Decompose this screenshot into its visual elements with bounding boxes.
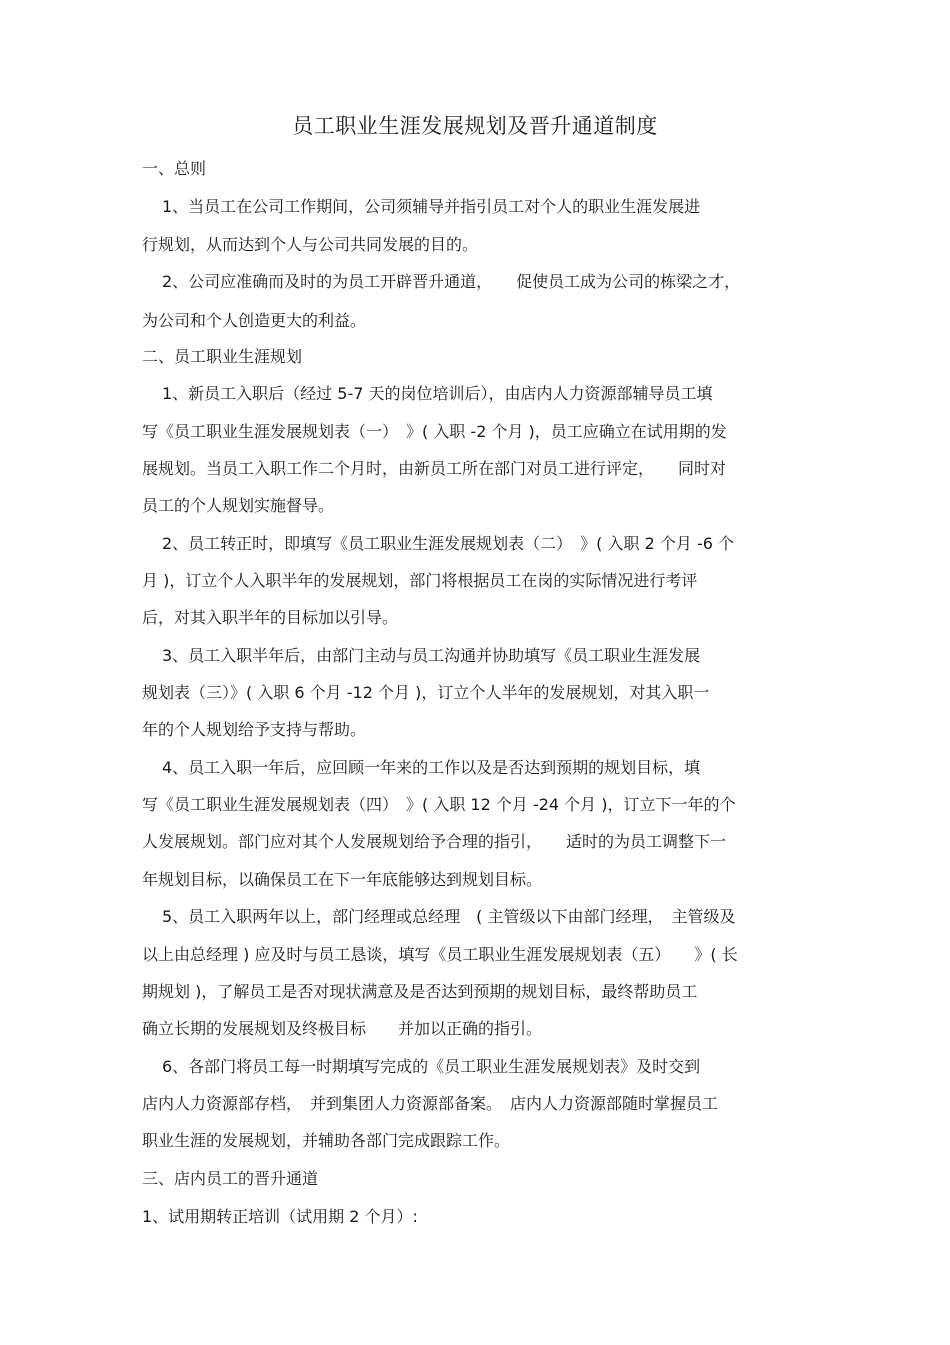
paragraph-line: 以上由总经理 ) 应及时与员工恳谈，填写《员工职业生涯发展规划表（五） 》( 长 [142,945,738,964]
subsection-heading-probation-training: 1、试用期转正培训（试用期 2 个月）: [142,1207,418,1226]
paragraph-line: 月 )，订立个人入职半年的发展规划，部门将根据员工在岗的实际情况进行考评 [142,571,698,590]
paragraph-line: 3、员工入职半年后，由部门主动与员工沟通并协助填写《员工职业生涯发展 [162,646,701,665]
section-heading-career-planning: 二、员工职业生涯规划 [142,347,303,366]
paragraph-line: 职业生涯的发展规划，并辅助各部门完成跟踪工作。 [142,1131,511,1150]
paragraph-line: 1、当员工在公司工作期间，公司须辅导并指引员工对个人的职业生涯发展进 [162,197,701,216]
paragraph-line: 店内人力资源部存档， 并到集团人力资源部备案。 店内人力资源部随时掌握员工 [142,1094,719,1113]
paragraph-line: 写《员工职业生涯发展规划表（四） 》( 入职 12 个月 -24 个月 )，订立下一年的个 [142,795,736,814]
section-heading-general: 一、总则 [142,159,207,178]
paragraph-line: 展规划。当员工入职工作二个月时，由新员工所在部门对员工进行评定， 同时对 [142,459,727,478]
paragraph-line: 2、员工转正时，即填写《员工职业生涯发展规划表（二） 》( 入职 2 个月 -6 个 [162,534,734,553]
paragraph-line: 6、各部门将员工每一时期填写完成的《员工职业生涯发展规划表》及时交到 [162,1057,701,1076]
paragraph-line: 1、新员工入职后（经过 5-7 天的岗位培训后），由店内人力资源部辅导员工填 [162,384,713,403]
paragraph-line: 行规划，从而达到个人与公司共同发展的目的。 [142,235,479,254]
section-heading-promotion-channel: 三、店内员工的晋升通道 [142,1169,319,1188]
paragraph-line: 员工的个人规划实施督导。 [142,496,335,515]
paragraph-line: 2、公司应准确而及时的为员工开辟晋升通道， 促使员工成为公司的栋梁之才， [162,272,741,291]
paragraph-line: 写《员工职业生涯发展规划表（一） 》( 入职 -2 个月 )，员工应确立在试用期的发 [142,422,727,441]
paragraph-line: 年规划目标，以确保员工在下一年底能够达到规划目标。 [142,870,543,889]
paragraph-line: 年的个人规划给予支持与帮助。 [142,720,367,739]
document-title: 员工职业生涯发展规划及晋升通道制度 [292,114,658,138]
paragraph-line: 人发展规划。部门应对其个人发展规划给予合理的指引， 适时的为员工调整下一 [142,832,727,851]
paragraph-line: 为公司和个人创造更大的利益。 [142,311,367,330]
paragraph-line: 确立长期的发展规划及终极目标 并加以正确的指引。 [142,1019,543,1038]
paragraph-line: 规划表（三）》( 入职 6 个月 -12 个月 )，订立个人半年的发展规划，对其入职一 [142,683,710,702]
paragraph-line: 4、员工入职一年后，应回顾一年来的工作以及是否达到预期的规划目标，填 [162,758,701,777]
paragraph-line: 5、员工入职两年以上，部门经理或总经理 ( 主管级以下由部门经理， 主管级及 [162,907,736,926]
paragraph-line: 期规划 )，了解员工是否对现状满意及是否达到预期的规划目标，最终帮助员工 [142,982,698,1001]
paragraph-line: 后，对其入职半年的目标加以引导。 [142,608,399,627]
